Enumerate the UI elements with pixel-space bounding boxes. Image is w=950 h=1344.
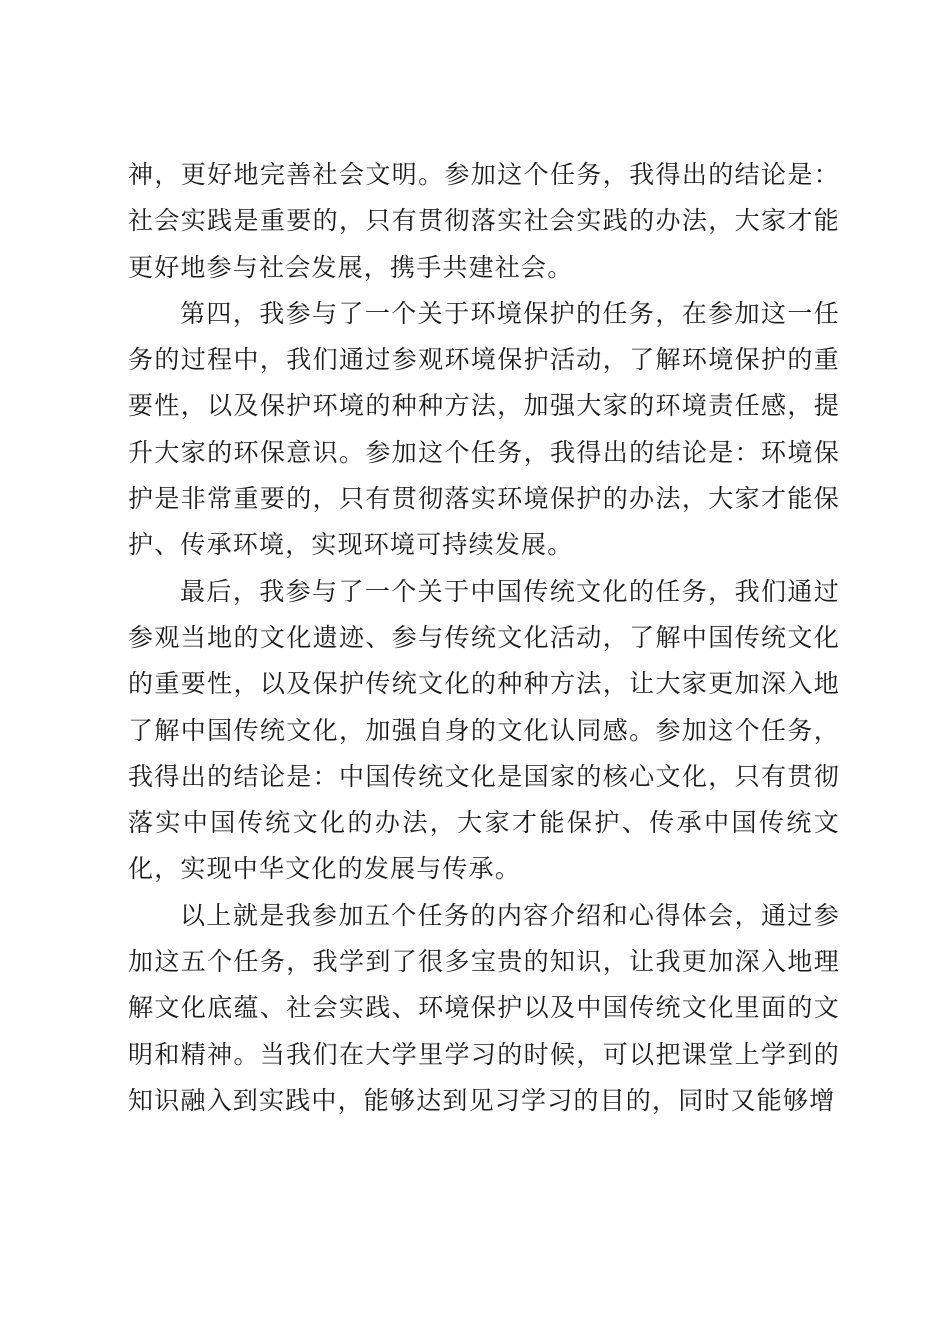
paragraph-traditional-culture: 最后，我参与了一个关于中国传统文化的任务，我们通过参观当地的文化遗迹、参与传统文化活动，了解中国传统文化的重要性，以及保护传统文化的种种方法，让大家更加深入地了解中国传统文化，加强自身的文化认同感。参加这个任务，我得出的结论是：中国传统文化是国家的核心文化，只有贯彻落实中国传统文化的办法，大家才能保护、传承中国传统文化，实现中华文化的发展与传承。	[128, 576, 840, 884]
document-body	[128, 152, 840, 1124]
paragraph-continuation: 神，更好地完善社会文明。参加这个任务，我得出的结论是：社会实践是重要的，只有贯彻落实社会实践的办法，大家才能更好地参与社会发展，携手共建社会。	[128, 160, 840, 282]
paragraph-summary: 以上就是我参加五个任务的内容介绍和心得体会，通过参加这五个任务，我学到了很多宝贵的知识，让我更加深入地理解文化底蕴、社会实践、环境保护以及中国传统文化里面的文明和精神。当我们在大学里学习的时候，可以把课堂上学到的知识融入到实践中，能够达到见习学习的目的，同时又能够增	[128, 900, 840, 1115]
paragraph-environment: 第四，我参与了一个关于环境保护的任务，在参加这一任务的过程中，我们通过参观环境保护活动，了解环境保护的重要性，以及保护环境的种种方法，加强大家的环境责任感，提升大家的环保意识。参加这个任务，我得出的结论是：环境保护是非常重要的，只有贯彻落实环境保护的办法，大家才能保护、传承环境，实现环境可持续发展。	[128, 298, 840, 560]
